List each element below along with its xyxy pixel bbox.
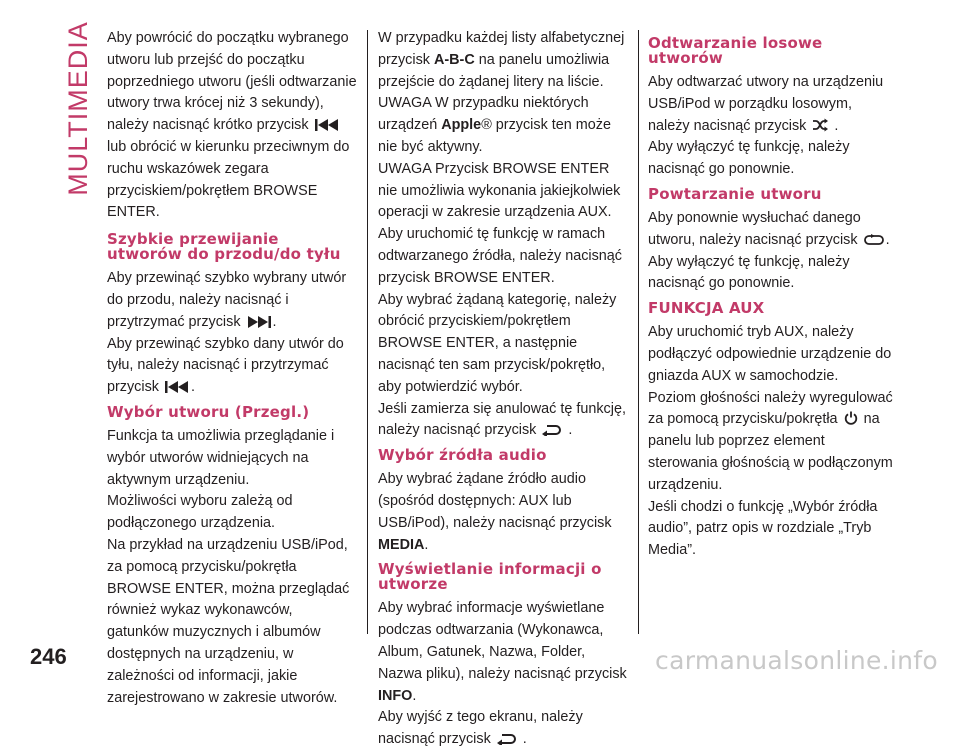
paragraph: Aby przewinąć szybko dany utwór do tyłu, należy nacisnąć i przytrzymać przycisk . bbox=[107, 335, 344, 396]
back-arrow-icon bbox=[497, 733, 517, 745]
watermark: carmanualsonline.info bbox=[655, 646, 938, 675]
paragraph: Możliwości wyboru zależą od podłączonego urządzenia. bbox=[107, 493, 293, 532]
paragraph: Aby wyłączyć tę funkcję, należy nacisnąć go ponownie. bbox=[648, 139, 850, 178]
paragraph: Aby powrócić do początku wybranego utworu lub przejść do początku poprzedniego utworu (jeśli odtwarzanie utwory trwa krócej niż 3 sekundy), należy nacisnąć krótko przycisk lub obrócić w kierunku przeciwnym do ruchu wskazówek zegara przyciskiem/pokrętłem BROWSE ENTER. bbox=[107, 30, 357, 221]
paragraph: UWAGA W przypadku niektórych urządzeń Apple® przycisk ten może nie być aktywny. bbox=[378, 95, 611, 155]
column-divider bbox=[638, 30, 639, 634]
paragraph: Jeśli zamierza się anulować tę funkcję, należy nacisnąć przycisk . bbox=[378, 400, 626, 439]
paragraph: Poziom głośności należy wyregulować za pomocą przycisku/pokrętła na panelu lub poprzez element sterowania głośnością w podłączonym urządzeniu. bbox=[648, 389, 893, 493]
paragraph: Aby wybrać żądane źródło audio (spośród dostępnych: AUX lub USB/iPod), należy nacisnąć przycisk MEDIA. bbox=[378, 471, 612, 553]
repeat-icon bbox=[864, 234, 884, 246]
column-2 bbox=[378, 28, 630, 751]
paragraph: Aby przewinąć szybko wybrany utwór do przodu, należy nacisnąć i przytrzymać przycisk . bbox=[107, 270, 347, 330]
prev-track-icon bbox=[315, 119, 339, 131]
paragraph: Aby wybrać informacje wyświetlane podczas odtwarzania (Wykonawca, Album, Gatunek, Nazwa, Folder, Nazwa pliku), należy nacisnąć przycisk INFO. bbox=[378, 600, 627, 704]
paragraph: Aby odtwarzać utwory na urządzeniu USB/iPod w porządku losowym, należy nacisnąć przycisk . bbox=[648, 74, 884, 134]
section-heading: Odtwarzanie losowe utworów bbox=[648, 34, 823, 67]
section-heading: Wyświetlanie informacji o utworze bbox=[378, 560, 602, 594]
paragraph: Na przykład na urządzeniu USB/iPod, za pomocą przycisku/pokrętła BROWSE ENTER, można przeglądać również wykaz wykonawców, gatunków muzycznych i albumów dostępnych na urządzeniu, w zależności od informacji, jakie zarejestrowano w zakresie utworów. bbox=[107, 536, 350, 706]
column-3 bbox=[648, 28, 896, 562]
section-heading: Szybkie przewijanie utworów do przodu/do tyłu bbox=[107, 230, 341, 264]
column-1 bbox=[107, 28, 357, 709]
power-icon bbox=[844, 411, 858, 425]
paragraph: W przypadku każdej listy alfabetycznej przycisk A-B-C na panelu umożliwia przejście do żądanej litery na liście. bbox=[378, 30, 625, 90]
paragraph: Aby wybrać żądaną kategorię, należy obrócić przyciskiem/pokrętłem BROWSE ENTER, a następnie nacisnąć ten sam przycisk/pokrętło, aby potwierdzić wybór. bbox=[378, 291, 617, 395]
paragraph: UWAGA Przycisk BROWSE ENTER nie umożliwia wykonania jakiejkolwiek operacji w zakresie urządzenia AUX. bbox=[378, 160, 621, 221]
next-track-icon bbox=[247, 316, 271, 328]
paragraph: Aby wyłączyć tę funkcję, należy nacisnąć go ponownie. bbox=[648, 253, 850, 292]
paragraph: Aby wyjść z tego ekranu, należy nacisnąć przycisk . bbox=[378, 709, 583, 748]
section-heading: FUNKCJA AUX bbox=[648, 299, 765, 318]
column-divider bbox=[367, 30, 368, 634]
section-side-label: MULTIMEDIA bbox=[62, 20, 93, 196]
paragraph: Aby uruchomić tę funkcję w ramach odtwarzanego źródła, należy nacisnąć przycisk BROWSE ENTER. bbox=[378, 226, 622, 286]
paragraph: Jeśli chodzi o funkcję „Wybór źródła audio”, patrz opis w rozdziale „Tryb Media”. bbox=[648, 498, 878, 559]
paragraph: Funkcja ta umożliwia przeglądanie i wybór utworów widniejących na aktywnym urządzeniu. bbox=[107, 427, 335, 488]
prev-track-icon bbox=[165, 381, 189, 393]
page-number: 246 bbox=[30, 644, 67, 669]
paragraph: Aby uruchomić tryb AUX, należy podłączyć odpowiednie urządzenie do gniazda AUX w samochodzie. bbox=[648, 324, 892, 384]
section-heading: Powtarzanie utworu bbox=[648, 184, 822, 203]
back-arrow-icon bbox=[542, 424, 562, 436]
paragraph: Aby ponownie wysłuchać danego utworu, należy nacisnąć przycisk . bbox=[648, 209, 890, 248]
section-heading: Wybór źródła audio bbox=[378, 446, 547, 465]
section-heading: Wybór utworu (Przegl.) bbox=[107, 402, 310, 421]
shuffle-icon bbox=[812, 118, 828, 132]
